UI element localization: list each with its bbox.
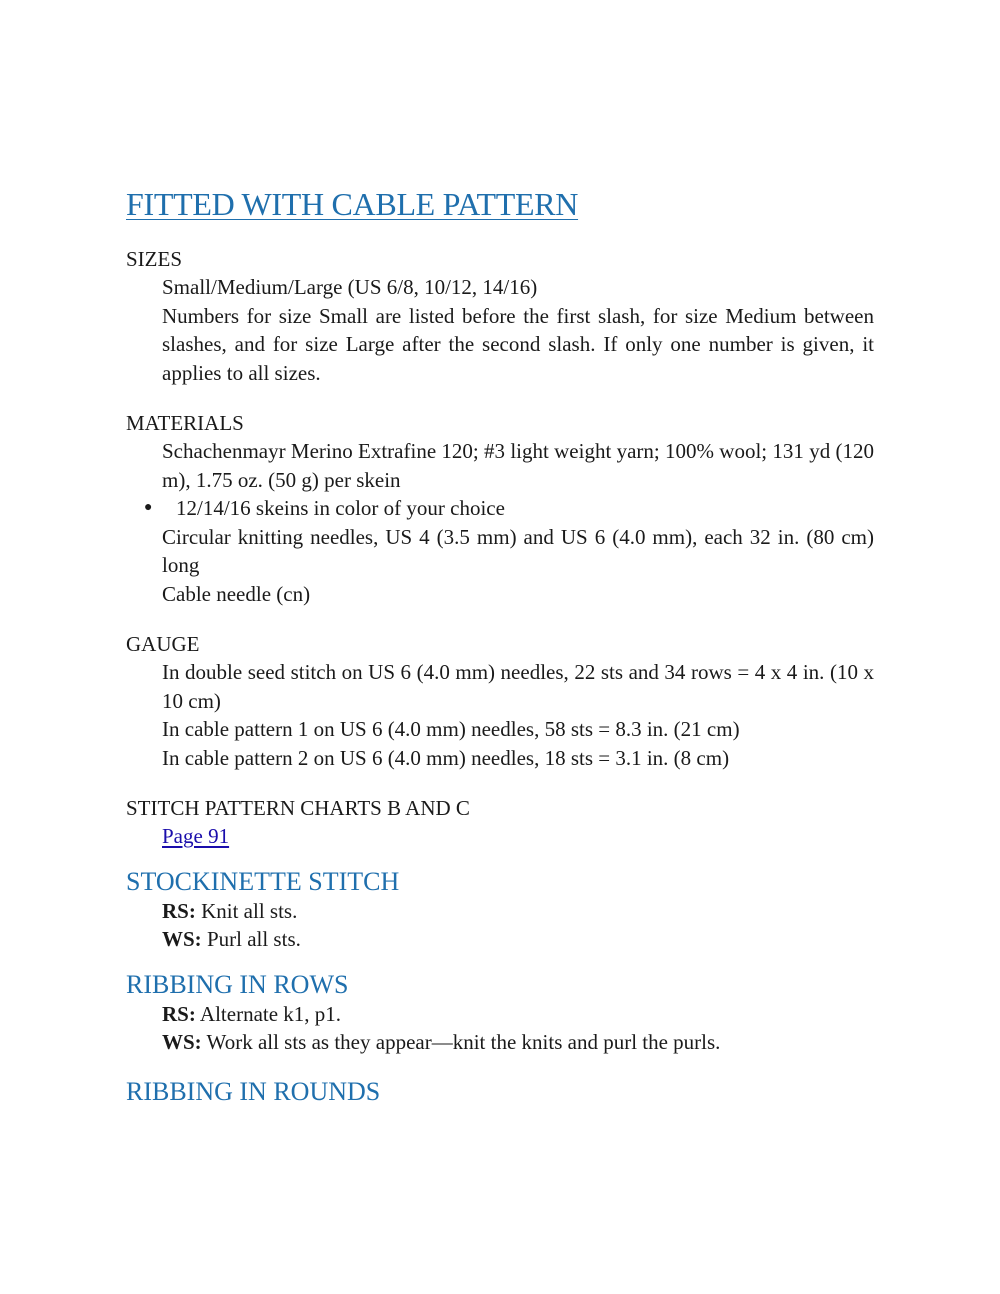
ws-label: WS:: [162, 927, 202, 951]
rs-label: RS:: [162, 898, 196, 923]
materials-label: MATERIALS: [126, 411, 244, 435]
page-91-link[interactable]: Page 91: [162, 824, 230, 848]
charts-section: [126, 794, 874, 851]
materials-yarn: Schachenmayr Merino Extrafine 120; #3 light weight yarn; 100% wool; 131 yd (120 m), 1.75 oz. (50 g) per skein: [162, 439, 874, 492]
ribbing-rounds-section: [126, 1077, 874, 1107]
ribbing-rows-ws: [126, 1028, 874, 1057]
materials-section: [126, 409, 874, 608]
rs-label: RS:: [162, 1001, 196, 1026]
stockinette-section: [126, 867, 874, 954]
gauge-line-1: In double seed stitch on US 6 (4.0 mm) needles, 22 sts and 34 rows = 4 x 4 in. (10 x 10 cm): [162, 660, 874, 713]
gauge-line-2: In cable pattern 1 on US 6 (4.0 mm) needles, 58 sts = 8.3 in. (21 cm): [162, 717, 740, 741]
ribbing-rounds-heading: RIBBING IN ROUNDS: [126, 1076, 381, 1106]
materials-skeins: 12/14/16 skeins in color of your choice: [176, 496, 505, 520]
gauge-line-3: In cable pattern 2 on US 6 (4.0 mm) needles, 18 sts = 3.1 in. (8 cm): [162, 745, 730, 770]
bullet-icon: ●: [144, 500, 153, 515]
ribbing-rows-heading: RIBBING IN ROWS: [126, 969, 349, 999]
gauge-section: [126, 630, 874, 772]
document-page: [126, 186, 874, 1129]
charts-label: STITCH PATTERN CHARTS B AND C: [126, 796, 470, 820]
materials-bullet-row: [126, 494, 874, 523]
stockinette-rs: [126, 897, 874, 926]
page-title: FITTED WITH CABLE PATTERN: [126, 186, 579, 222]
charts-link-row: [126, 822, 874, 851]
rs-text: Knit all sts.: [195, 898, 298, 923]
stockinette-ws: [126, 925, 874, 954]
sizes-note: Numbers for size Small are listed before the first slash, for size Medium between slashes, and for size Large after the second slash. If only one number is given, it applies to all sizes.: [162, 303, 874, 385]
materials-cable-needle: Cable needle (cn): [162, 581, 311, 606]
sizes-label: SIZES: [126, 247, 183, 271]
ribbing-rows-section: [126, 970, 874, 1057]
sizes-section: [126, 245, 874, 387]
ws-text: Purl all sts.: [201, 927, 301, 951]
rs-text: Alternate k1, p1.: [195, 1001, 342, 1026]
sizes-line: Small/Medium/Large (US 6/8, 10/12, 14/16): [162, 275, 538, 299]
stockinette-heading: STOCKINETTE STITCH: [126, 866, 400, 896]
ws-text: Work all sts as they appear—knit the knits and purl the purls.: [201, 1030, 721, 1054]
materials-needles: Circular knitting needles, US 4 (3.5 mm) and US 6 (4.0 mm), each 32 in. (80 cm) long: [162, 524, 874, 577]
ws-label: WS:: [162, 1030, 202, 1054]
ribbing-rows-rs: [126, 1000, 874, 1029]
gauge-label: GAUGE: [126, 632, 200, 656]
